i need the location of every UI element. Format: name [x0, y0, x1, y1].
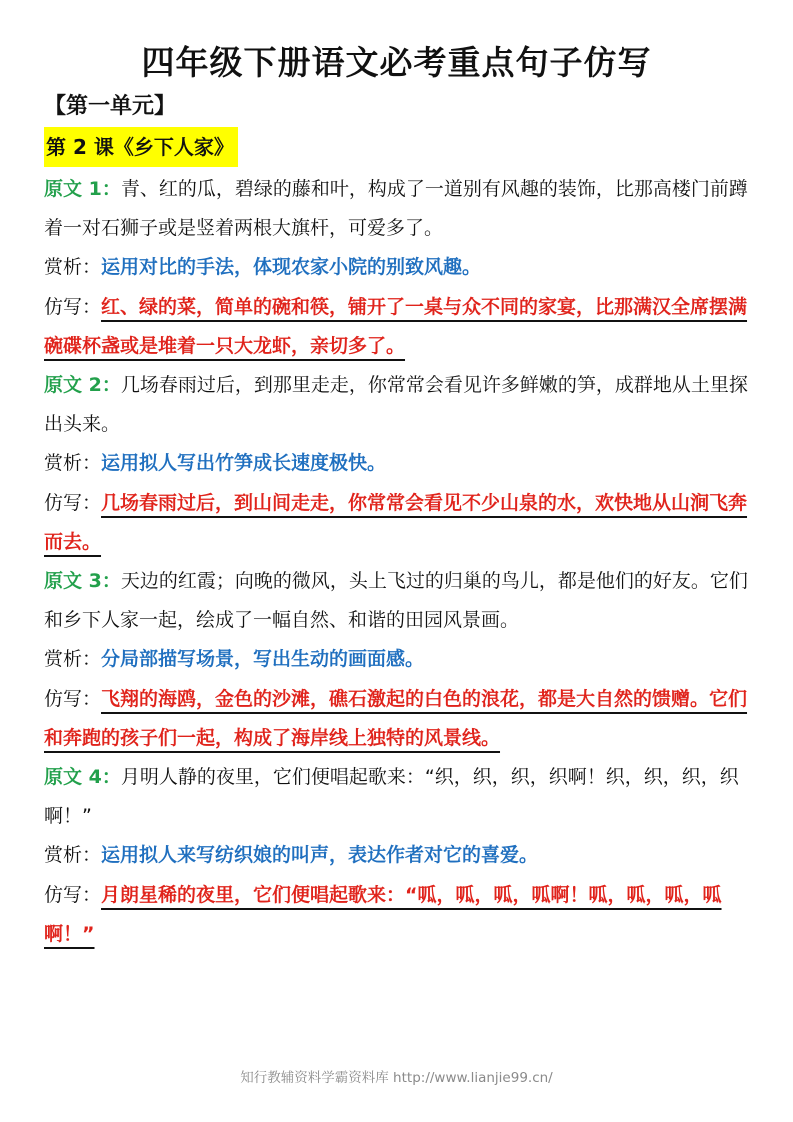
- analysis-text: 运用拟人写出竹笋成长速度极快。: [101, 452, 387, 475]
- analysis-text: 分局部描写场景，写出生动的画面感。: [101, 648, 425, 671]
- analysis-text: 运用拟人来写纺织娘的叫声，表达作者对它的喜爱。: [101, 844, 539, 867]
- analysis-text: 运用对比的手法，体现农家小院的别致风趣。: [101, 256, 482, 279]
- entry-4: [44, 758, 756, 954]
- analysis-paragraph: [44, 248, 756, 287]
- entry-3: [44, 562, 756, 758]
- original-text: 月明人静的夜里，它们便唱起歌来：“织，织，织，织啊！织，织，织，织啊！”: [44, 766, 739, 828]
- analysis-paragraph: [44, 640, 756, 679]
- entry-1: [44, 170, 756, 366]
- original-label: 原文 3：: [44, 570, 121, 593]
- original-text: 几场春雨过后，到那里走走，你常常会看见许多鲜嫩的笋，成群地从土里探出头来。: [44, 374, 748, 436]
- imitation-paragraph: [44, 680, 756, 758]
- imitation-text: 几场春雨过后，到山间走走，你常常会看见不少山泉的水，欢快地从山涧飞奔而去。: [44, 491, 748, 553]
- imitation-paragraph: [44, 484, 756, 562]
- entry-2: [44, 366, 756, 562]
- imitation-label: 仿写：: [44, 491, 102, 514]
- analysis-label: 赏析：: [44, 256, 102, 279]
- content-body: [44, 170, 756, 954]
- original-paragraph: [44, 758, 756, 836]
- imitation-label: 仿写：: [44, 687, 102, 710]
- original-label: 原文 1：: [44, 178, 121, 200]
- imitation-paragraph: [44, 288, 756, 366]
- original-paragraph: [44, 366, 756, 444]
- analysis-label: 赏析：: [44, 452, 102, 475]
- original-paragraph: [44, 562, 756, 640]
- imitation-label: 仿写：: [44, 295, 102, 318]
- analysis-label: 赏析：: [44, 844, 102, 867]
- imitation-label: 仿写：: [44, 883, 102, 906]
- original-paragraph: [44, 170, 756, 248]
- page-title: 四年级下册语文必考重点句子仿写: [141, 43, 652, 82]
- imitation-text: 红、绿的菜，简单的碗和筷，铺开了一桌与众不同的家宴，比那满汉全席摆满碗碟杯盏或是堆着一只大龙虾，亲切多了。: [44, 295, 748, 357]
- unit-heading: 【第一单元】: [44, 94, 177, 119]
- original-label: 原文 4：: [44, 766, 121, 789]
- original-text: 青、红的瓜，碧绿的藤和叶，构成了一道别有风趣的装饰，比那高楼门前蹲着一对石狮子或是竖着两根大旗杆，可爱多了。: [44, 178, 748, 240]
- analysis-label: 赏析：: [44, 648, 102, 671]
- imitation-text: 月朗星稀的夜里，它们便唱起歌来：“呱，呱，呱，呱啊！呱，呱，呱，呱啊！”: [44, 883, 722, 945]
- original-text: 天边的红霞；向晚的微风，头上飞过的归巢的鸟儿，都是他们的好友。它们和乡下人家一起，绘成了一幅自然、和谐的田园风景画。: [44, 570, 748, 632]
- imitation-paragraph: [44, 876, 756, 954]
- analysis-paragraph: [44, 444, 756, 483]
- lesson-heading: 第 2 课《乡下人家》: [44, 127, 238, 167]
- analysis-paragraph: [44, 836, 756, 875]
- original-label: 原文 2：: [44, 374, 121, 397]
- footer-watermark: 知行教辅资料学霸资料库 http://www.lianjie99.cn/: [240, 1070, 553, 1086]
- imitation-text: 飞翔的海鸥，金色的沙滩，礁石激起的白色的浪花，都是大自然的馈赠。它们和奔跑的孩子们一起，构成了海岸线上独特的风景线。: [44, 687, 748, 749]
